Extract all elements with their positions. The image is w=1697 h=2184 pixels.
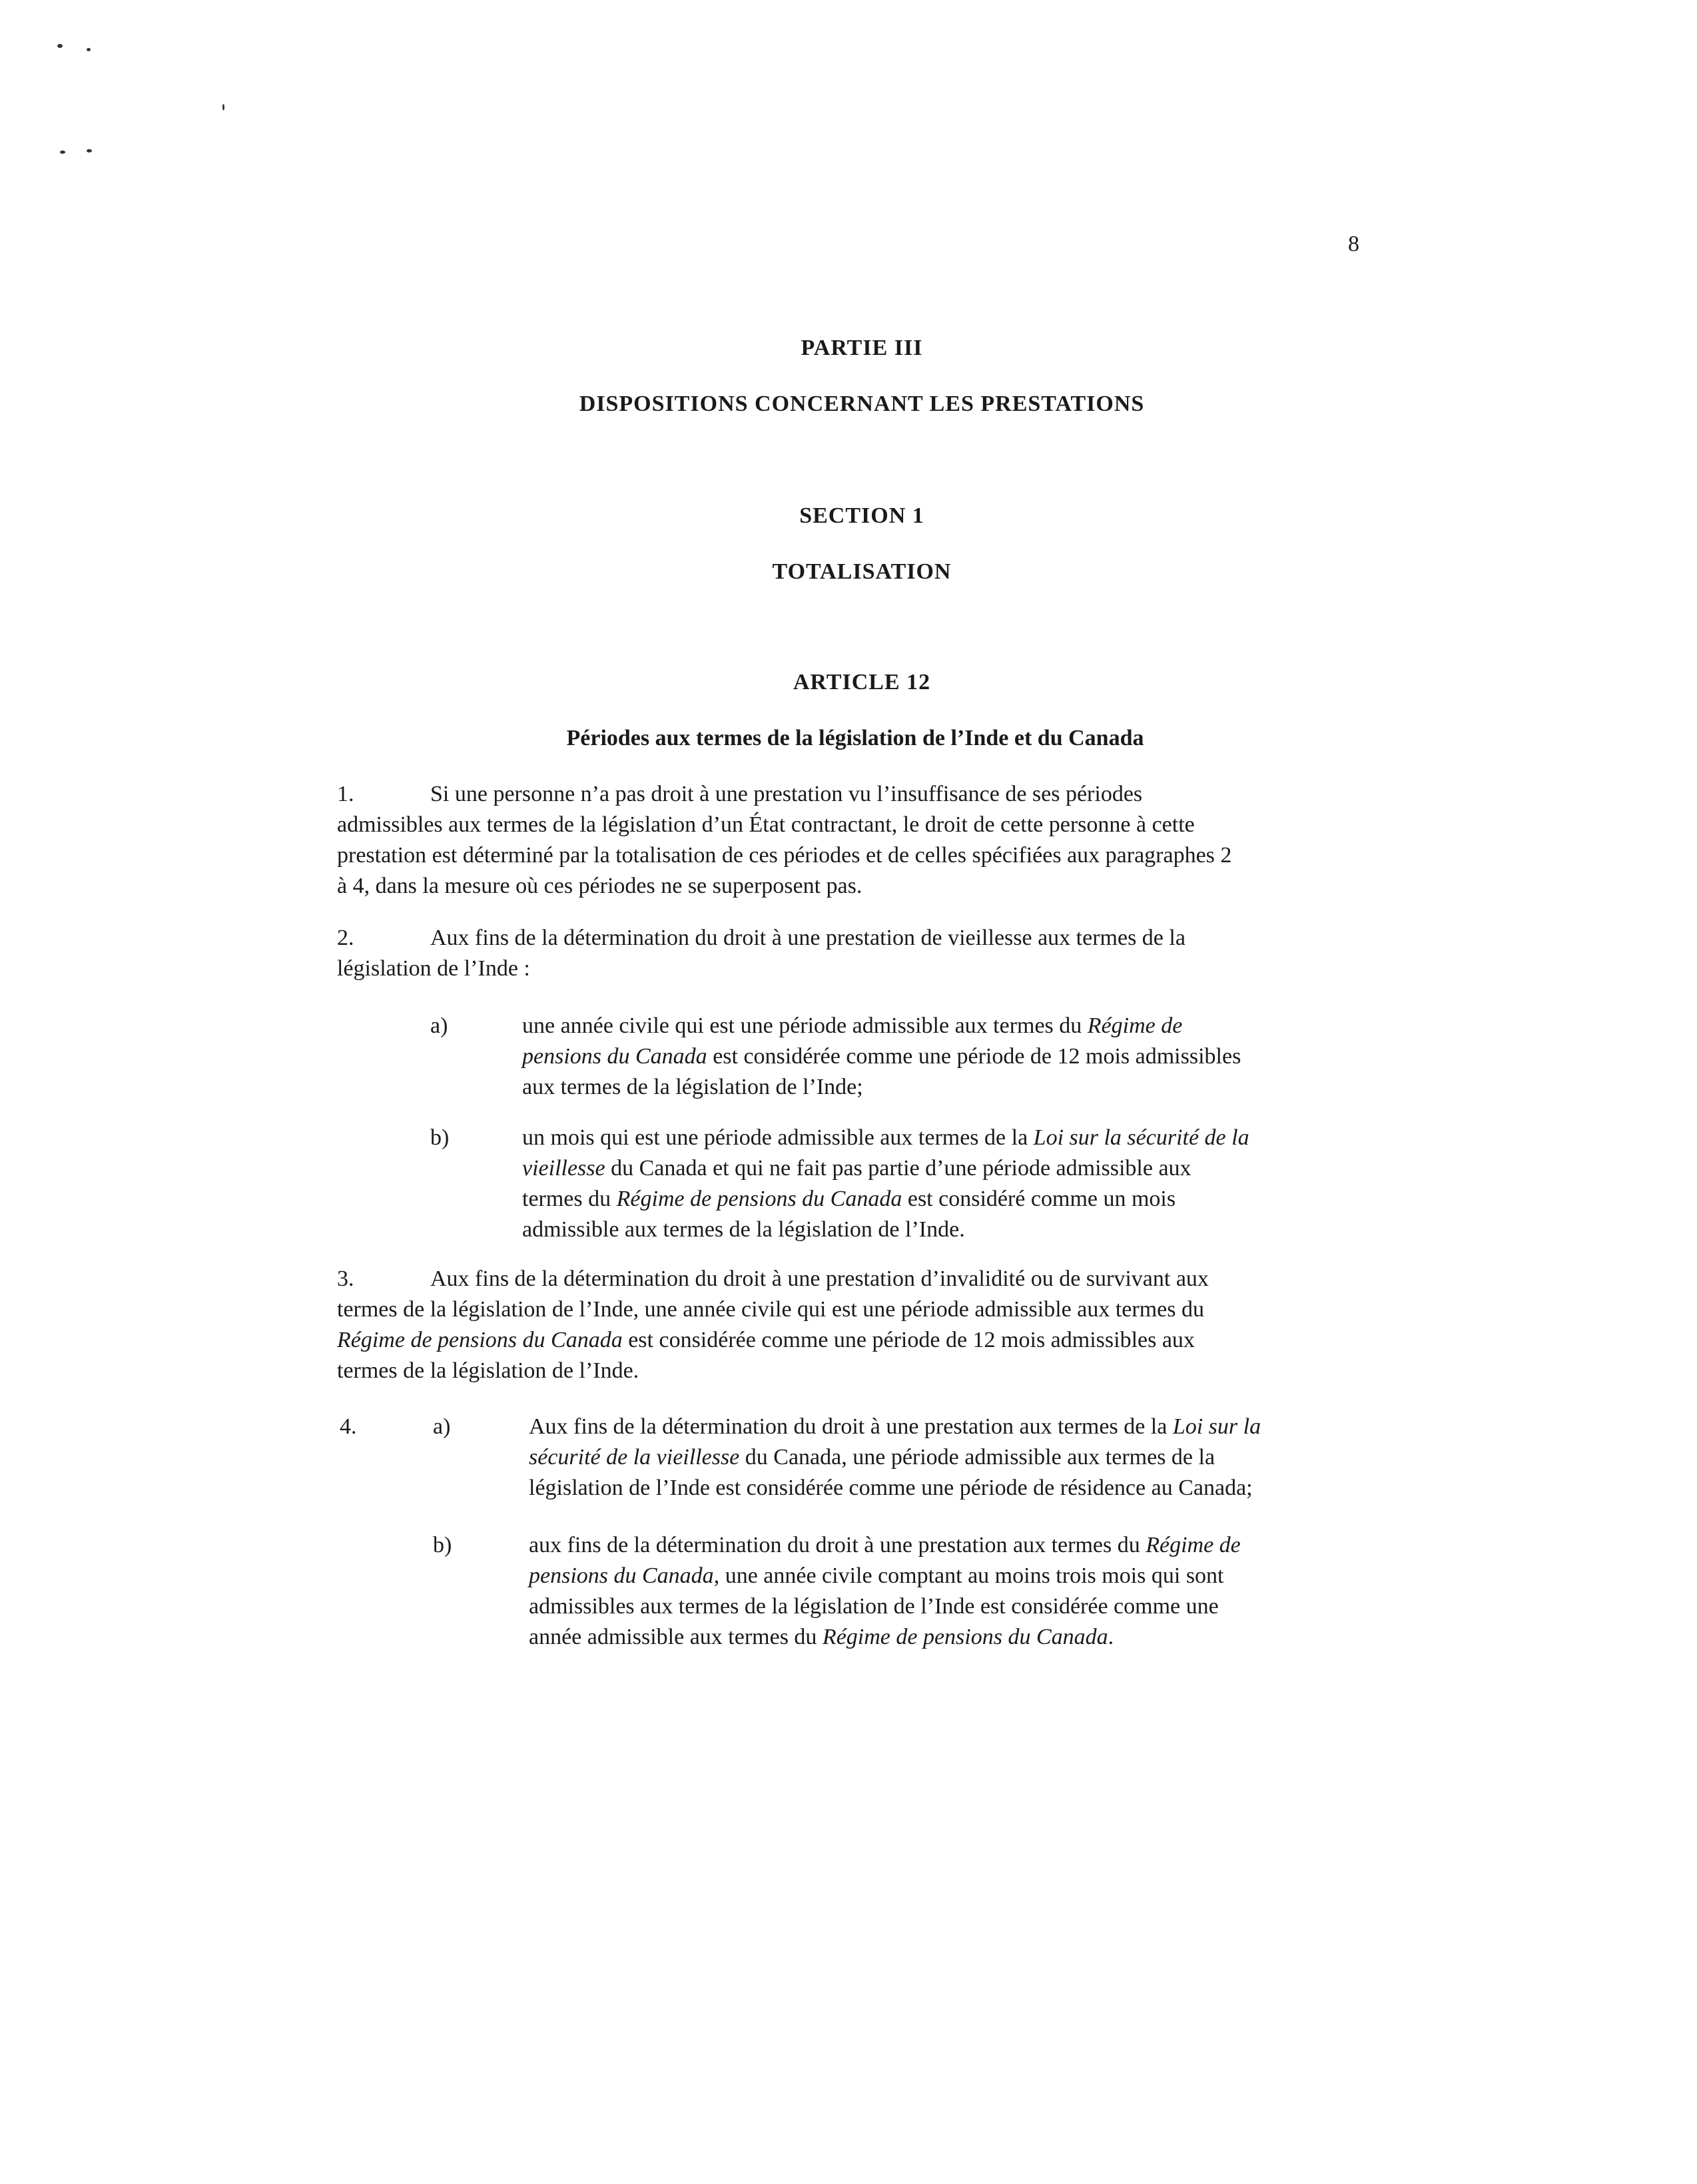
italic-law-name: Régime de	[1146, 1533, 1241, 1557]
italic-law-name: pensions du Canada	[522, 1044, 707, 1069]
scan-speck	[222, 104, 224, 111]
text-run: un mois qui est une période admissible aux termes de la	[522, 1125, 1034, 1150]
paragraph-line: Aux fins de la détermination du droit à une prestation d’invalidité ou de survivant aux	[430, 1266, 1209, 1291]
subparagraph-4a	[433, 1412, 1379, 1505]
subparagraph-4b	[433, 1530, 1379, 1657]
text-run: législation de l’Inde est considérée comme une période de résidence au Canada;	[529, 1476, 1253, 1500]
text-run: termes du	[522, 1187, 617, 1211]
paragraph-number: 2.	[337, 926, 354, 950]
part-title: DISPOSITIONS CONCERNANT LES PRESTATIONS	[579, 392, 1145, 416]
scan-speck	[57, 44, 63, 48]
text-run: aux termes de la législation de l’Inde;	[522, 1075, 863, 1099]
section-heading: SECTION 1	[799, 503, 924, 528]
paragraph-line: admissibles aux termes de la législation d’un État contractant, le droit de cette personne à cette	[337, 812, 1195, 837]
text-run: Aux fins de la détermination du droit à une prestation aux termes de la	[529, 1414, 1173, 1439]
italic-law-name: Régime de pensions du Canada	[337, 1328, 623, 1352]
italic-law-name: Régime de	[1087, 1013, 1183, 1038]
paragraph-line: Aux fins de la détermination du droit à une prestation de vieillesse aux termes de la	[430, 926, 1186, 950]
paragraph-1	[337, 779, 1376, 902]
italic-law-name: sécurité de la vieillesse	[529, 1445, 740, 1470]
scan-speck	[87, 48, 91, 51]
paragraph-line: est considérée comme une période de 12 mois admissibles aux	[622, 1328, 1195, 1352]
paragraph-3	[337, 1264, 1376, 1386]
paragraph-4-number	[340, 1412, 406, 1442]
italic-law-name: Loi sur la	[1172, 1414, 1261, 1439]
subparagraph-label: a)	[433, 1414, 451, 1439]
subparagraph-2b	[430, 1123, 1376, 1249]
scan-speck	[60, 150, 65, 154]
paragraph-2	[337, 923, 1376, 984]
paragraph-line: législation de l’Inde :	[337, 956, 530, 981]
article-heading: ARTICLE 12	[793, 670, 931, 694]
text-run: une année civile qui est une période admissible aux termes du	[522, 1013, 1088, 1038]
italic-law-name: pensions du Canada	[529, 1563, 714, 1588]
text-run: est considéré comme un mois	[902, 1187, 1176, 1211]
text-run: admissibles aux termes de la législation de l’Inde est considérée comme une	[529, 1594, 1219, 1619]
article-subtitle: Périodes aux termes de la législation de l’Inde et du Canada	[566, 726, 1144, 750]
text-run: année admissible aux termes du	[529, 1625, 823, 1649]
paragraph-line: termes de la législation de l’Inde.	[337, 1358, 639, 1383]
text-run: , une année civile comptant au moins trois mois qui sont	[713, 1563, 1224, 1588]
subparagraph-label: b)	[430, 1125, 450, 1150]
paragraph-line: prestation est déterminé par la totalisation de ces périodes et de celles spécifiées aux paragraphes 2	[337, 843, 1232, 868]
text-run: du Canada et qui ne fait pas partie d’une période admissible aux	[605, 1156, 1191, 1181]
part-heading: PARTIE III	[801, 336, 923, 360]
italic-law-name: vieillesse	[522, 1156, 605, 1181]
text-run: admissible aux termes de la législation de l’Inde.	[522, 1217, 965, 1242]
paragraph-number: 1.	[337, 782, 354, 806]
subparagraph-label: b)	[433, 1533, 452, 1557]
paragraph-number: 4.	[340, 1414, 357, 1439]
scan-speck	[87, 149, 92, 152]
section-title: TOTALISATION	[772, 559, 952, 584]
italic-law-name: Régime de pensions du Canada	[822, 1625, 1108, 1649]
paragraph-line: termes de la législation de l’Inde, une année civile qui est une période admissible aux termes du	[337, 1297, 1204, 1322]
paragraph-line: à 4, dans la mesure où ces périodes ne se superposent pas.	[337, 874, 862, 898]
paragraph-number: 3.	[337, 1266, 354, 1291]
italic-law-name: Régime de pensions du Canada	[616, 1187, 902, 1211]
page-number: 8	[1348, 232, 1359, 256]
italic-law-name: Loi sur la sécurité de la	[1033, 1125, 1249, 1150]
text-run: aux fins de la détermination du droit à une prestation aux termes du	[529, 1533, 1146, 1557]
paragraph-line: Si une personne n’a pas droit à une prestation vu l’insuffisance de ses périodes	[430, 782, 1143, 806]
subparagraph-2a	[430, 1011, 1376, 1104]
text-run: du Canada, une période admissible aux termes de la	[739, 1445, 1215, 1470]
subparagraph-label: a)	[430, 1013, 448, 1038]
text-run: .	[1108, 1625, 1114, 1649]
text-run: est considérée comme une période de 12 mois admissibles	[707, 1044, 1241, 1069]
